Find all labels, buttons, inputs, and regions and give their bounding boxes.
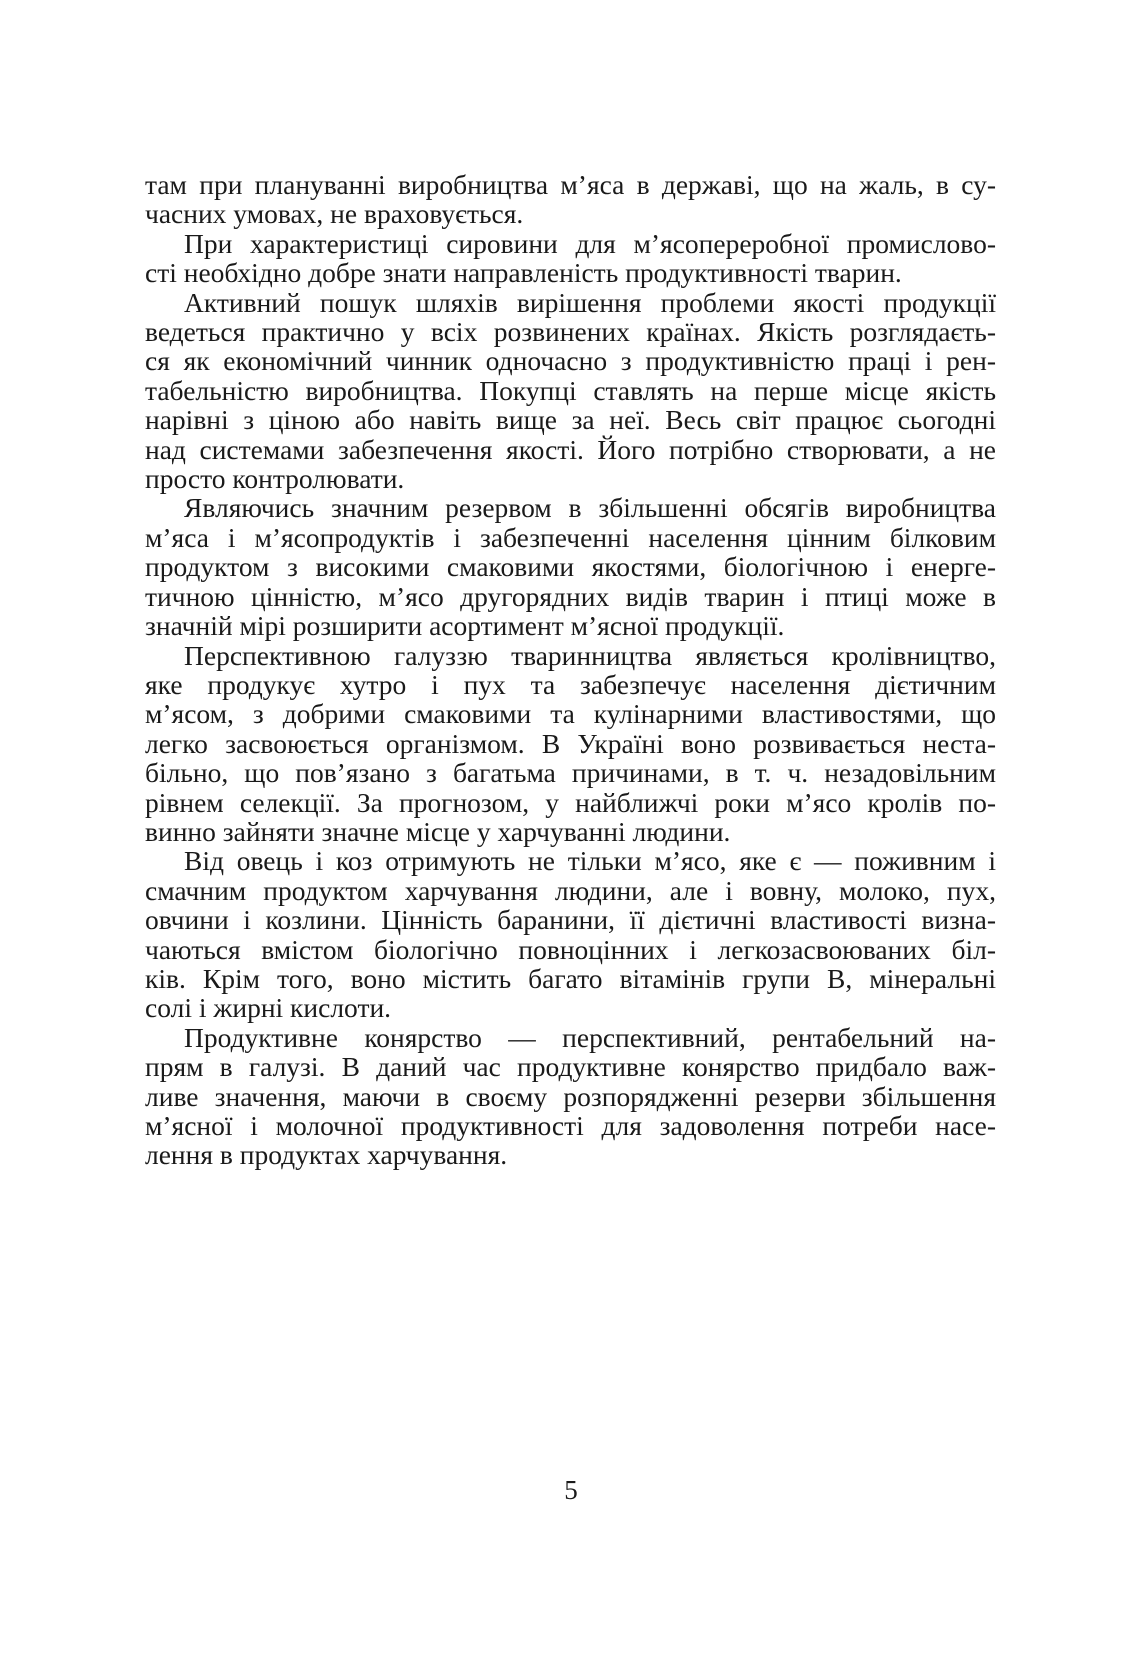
text-line: над системами забезпечення якості. Його потрібно створювати, а не (145, 433, 996, 465)
paragraph (145, 846, 996, 1022)
text-line: м’ясом, з добрими смаковими та кулінарними властивостями, що (145, 698, 996, 730)
text-line: ків. Крім того, воно містить багато вітамінів групи В, мінеральні (145, 962, 996, 994)
text-line: лення в продуктах харчування. (145, 1139, 508, 1171)
paragraph (145, 170, 996, 229)
text-line: ливе значення, маючи в своєму розпорядженні резерви збільшення (145, 1080, 996, 1112)
text-line: солі і жирні кислоти. (145, 992, 392, 1024)
text-line: нарівні з ціною або навіть вище за неї. Весь світ працює сьогодні (145, 404, 996, 436)
text-line: легко засвоюється організмом. В Україні воно розвивається неста- (145, 727, 996, 759)
text-line: ведеться практично у всіх розвинених країнах. Якість розглядаєть- (145, 316, 996, 348)
body-text (145, 170, 996, 1170)
text-line: табельністю виробництва. Покупці ставлять на перше місце якість (145, 374, 996, 406)
paragraph (145, 493, 996, 640)
paragraph (145, 229, 996, 288)
text-line: Від овець і коз отримують не тільки м’ясо, яке є — поживним і (184, 845, 996, 877)
text-line: продуктом з високими смаковими якостями, біологічною і енерге- (145, 551, 996, 583)
text-line: значній мірі розширити асортимент м’ясної продукції. (145, 610, 785, 642)
text-line: винно зайняти значне місце у харчуванні людини. (145, 815, 731, 847)
text-line: Являючись значним резервом в збільшенні обсягів виробництва (184, 492, 996, 524)
text-line: ся як економічний чинник одночасно з продуктивністю праці і рен- (145, 345, 996, 377)
text-line: там при плануванні виробництва м’яса в державі, що на жаль, в су- (145, 169, 996, 200)
text-line: прям в галузі. В даний час продуктивне конярство придбало важ- (145, 1051, 996, 1083)
paragraph (145, 288, 996, 494)
text-line: яке продукує хутро і пух та забезпечує населення дієтичним (145, 668, 996, 700)
text-line: більно, що пов’язано з багатьма причинами, в т. ч. незадовільним (145, 757, 996, 789)
text-line: Продуктивне конярство — перспективний, рентабельний на- (184, 1021, 996, 1053)
text-line: смачним продуктом харчування людини, але і вовну, молоко, пух, (145, 874, 996, 906)
text-line: овчини і козлини. Цінність баранини, її дієтичні властивості визна- (145, 904, 996, 936)
text-line: просто контролювати. (145, 463, 405, 495)
text-line: сті необхідно добре знати направленість продуктивності тварин. (145, 257, 902, 289)
text-line: При характеристиці сировини для м’ясопереробної промислово- (184, 227, 996, 259)
text-line: тичною цінністю, м’ясо другорядних видів тварин і птиці може в (145, 580, 996, 612)
text-line: Перспективною галуззю тваринництва являється кролівництво, (184, 639, 996, 671)
text-line: м’яса і м’ясопродуктів і забезпеченні населення цінним білковим (145, 521, 996, 553)
paragraph (145, 641, 996, 847)
text-line: чаються вмістом біологічно повноцінних і легкозасвоюваних біл- (145, 933, 996, 965)
text-line: часних умовах, не враховується. (145, 198, 524, 230)
page-number: 5 (564, 1475, 578, 1505)
text-line: м’ясної і молочної продуктивності для задоволення потреби насе- (145, 1110, 996, 1141)
text-line: Активний пошук шляхів вирішення проблеми якості продукції (184, 286, 996, 318)
text-line: рівнем селекції. За прогнозом, у найближчі роки м’ясо кролів по- (145, 786, 996, 818)
paragraph (145, 1023, 996, 1170)
